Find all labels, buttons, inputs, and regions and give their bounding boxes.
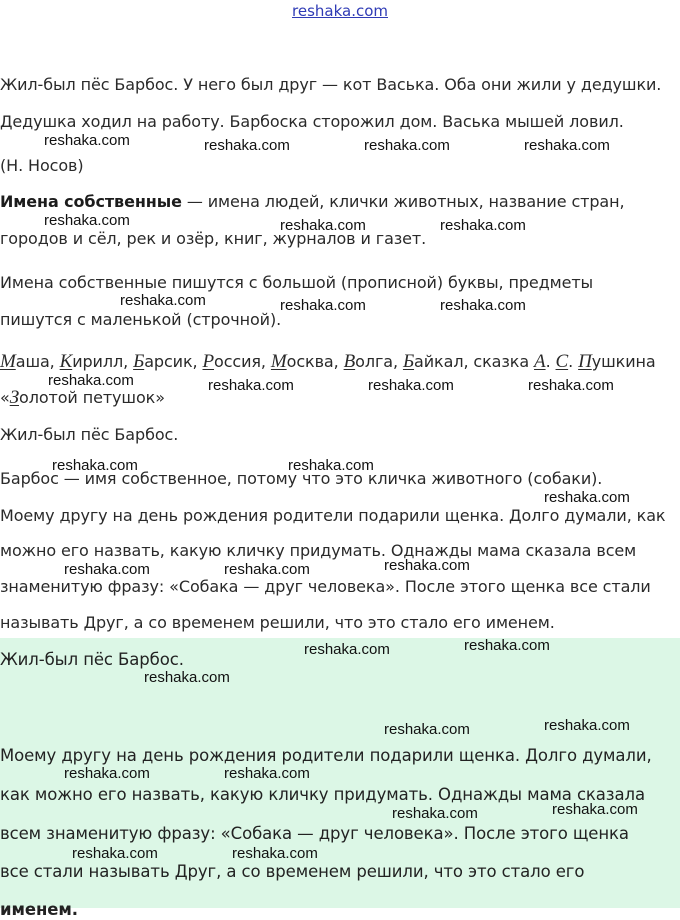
watermark: reshaka.com	[144, 669, 230, 686]
highlight-line: Моему другу на день рождения родители подарили щенка. Долго думали,	[0, 746, 652, 765]
watermark: reshaka.com	[224, 561, 310, 578]
author-note: (Н. Носов)	[0, 156, 84, 175]
word-rest: ушкина	[591, 352, 656, 371]
examples-line	[0, 352, 656, 372]
watermark: reshaka.com	[280, 297, 366, 314]
definition-term: Имена собственные	[0, 192, 182, 211]
word-rest: .	[545, 352, 556, 371]
word-rest: .	[568, 352, 579, 371]
watermark: reshaka.com	[524, 137, 610, 154]
watermark: reshaka.com	[224, 765, 310, 782]
watermark: reshaka.com	[44, 212, 130, 229]
capital-letter: М	[270, 351, 287, 372]
highlight-line: как можно его назвать, какую кличку придумать. Однажды мама сказала	[0, 785, 645, 804]
capital-letter: П	[578, 351, 592, 372]
watermark: reshaka.com	[440, 297, 526, 314]
highlight-line: именем.	[0, 900, 78, 919]
word-rest: айкал, сказка	[414, 352, 535, 371]
watermark: reshaka.com	[204, 137, 290, 154]
watermark: reshaka.com	[384, 721, 470, 738]
watermark: reshaka.com	[304, 641, 390, 658]
answer-line: Жил-был пёс Барбос.	[0, 425, 179, 444]
word-rest: арсик,	[144, 352, 203, 371]
quote-open: «	[0, 388, 10, 407]
definition-text: — имена людей, клички животных, название стран,	[181, 192, 625, 211]
watermark: reshaka.com	[48, 372, 134, 389]
word-rest: осква,	[286, 352, 344, 371]
watermark: reshaka.com	[528, 377, 614, 394]
text-line: Жил-был пёс Барбос. У него был друг — кот Васька. Оба они жили у дедушки.	[0, 75, 662, 94]
capital-letter: Р	[202, 351, 215, 372]
capital-letter: З	[9, 387, 20, 408]
capital-letter: Б	[402, 351, 415, 372]
examples-line	[0, 388, 165, 408]
capital-letter: С	[555, 351, 569, 372]
capital-letter: К	[59, 351, 73, 372]
capital-letter: В	[343, 351, 356, 372]
word-rest: аша,	[15, 352, 60, 371]
text-line: Имена собственные пишутся с большой (прописной) буквы, предметы	[0, 273, 594, 292]
watermark: reshaka.com	[552, 801, 638, 818]
capital-letter: А	[534, 351, 546, 372]
answer-line: Барбос — имя собственное, потому что это кличка животного (собаки).	[0, 469, 603, 488]
watermark: reshaka.com	[232, 845, 318, 862]
word-rest: олга,	[355, 352, 403, 371]
capital-letter: М	[0, 351, 16, 372]
watermark: reshaka.com	[368, 377, 454, 394]
watermark: reshaka.com	[544, 489, 630, 506]
highlight-line: всем знаменитую фразу: «Собака — друг человека». После этого щенка	[0, 824, 629, 843]
word-rest: ирилл,	[72, 352, 134, 371]
capital-letter: Б	[133, 351, 145, 372]
answer-line: называть Друг, а со временем решили, что это стало его именем.	[0, 613, 555, 632]
watermark: reshaka.com	[364, 137, 450, 154]
watermark: reshaka.com	[280, 217, 366, 234]
text-line: пишутся с маленькой (строчной).	[0, 310, 282, 329]
watermark: reshaka.com	[384, 557, 470, 574]
definition-line	[0, 192, 624, 212]
watermark: reshaka.com	[64, 765, 150, 782]
answer-line: знаменитую фразу: «Собака — друг человека». После этого щенка все стали	[0, 577, 651, 596]
watermark: reshaka.com	[288, 457, 374, 474]
text-line: городов и сёл, рек и озёр, книг, журналов и газет.	[0, 229, 427, 248]
answer-line: можно его назвать, какую кличку придумать. Однажды мама сказала всем	[0, 541, 637, 560]
watermark: reshaka.com	[392, 805, 478, 822]
watermark: reshaka.com	[440, 217, 526, 234]
highlight-line: все стали называть Друг, а со временем решили, что это стало его	[0, 862, 585, 881]
watermark: reshaka.com	[44, 132, 130, 149]
watermark: reshaka.com	[544, 717, 630, 734]
site-link[interactable]: reshaka.com	[292, 2, 388, 20]
text-line: Дедушка ходил на работу. Барбоска сторожил дом. Васька мышей ловил.	[0, 112, 624, 131]
watermark: reshaka.com	[52, 457, 138, 474]
watermark: reshaka.com	[464, 637, 550, 654]
word-rest: олотой петушок»	[19, 388, 165, 407]
word-rest: оссия,	[214, 352, 271, 371]
highlight-line: Жил-был пёс Барбос.	[0, 650, 184, 669]
watermark: reshaka.com	[64, 561, 150, 578]
watermark: reshaka.com	[120, 292, 206, 309]
watermark: reshaka.com	[208, 377, 294, 394]
answer-line: Моему другу на день рождения родители подарили щенка. Долго думали, как	[0, 506, 666, 525]
watermark: reshaka.com	[72, 845, 158, 862]
